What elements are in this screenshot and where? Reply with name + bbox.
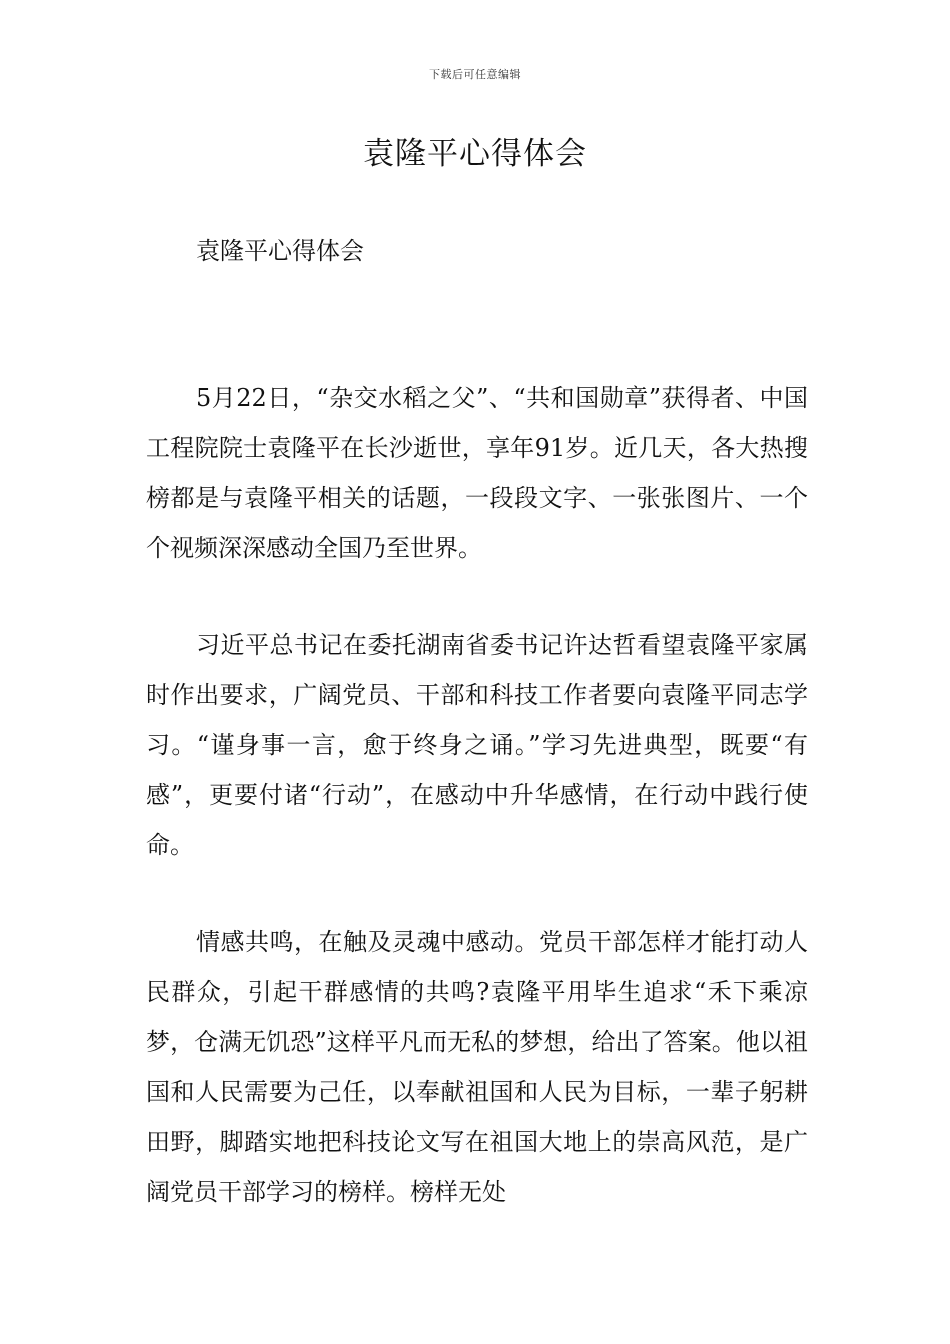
page-title: 袁隆平心得体会 [363, 136, 587, 172]
paragraph-1: 5月22日，“杂交水稻之父”、“共和国勋章”获得者、中国工程院院士袁隆平在长沙逝世，享年91岁。近几天，各大热搜榜都是与袁隆平相关的话题，一段段文字、一张张图片、一个个视频深深感动全国乃至世界。 [146, 384, 808, 562]
paragraph-3: 情感共鸣，在触及灵魂中感动。党员干部怎样才能打动人民群众，引起干群感情的共鸣?袁隆平用毕生追求“禾下乘凉梦，仓满无饥恐”这样平凡而无私的梦想，给出了答案。他以祖国和人民需要为己任，以奉献祖国和人民为目标，一辈子躬耕田野，脚踏实地把科技论文写在祖国大地上的崇高风范，是广阔党员干部学习的榜样。榜样无处 [146, 928, 808, 1206]
paragraph-2: 习近平总书记在委托湖南省委书记许达哲看望袁隆平家属时作出要求，广阔党员、干部和科技工作者要向袁隆平同志学习。“谨身事一言，愈于终身之诵。”学习先进典型，既要“有感”，更要付诸“行动”，在感动中升华感情，在行动中践行使命。 [146, 631, 808, 859]
header-note: 下载后可任意编辑 [429, 68, 521, 81]
document-subtitle: 袁隆平心得体会 [196, 237, 364, 265]
